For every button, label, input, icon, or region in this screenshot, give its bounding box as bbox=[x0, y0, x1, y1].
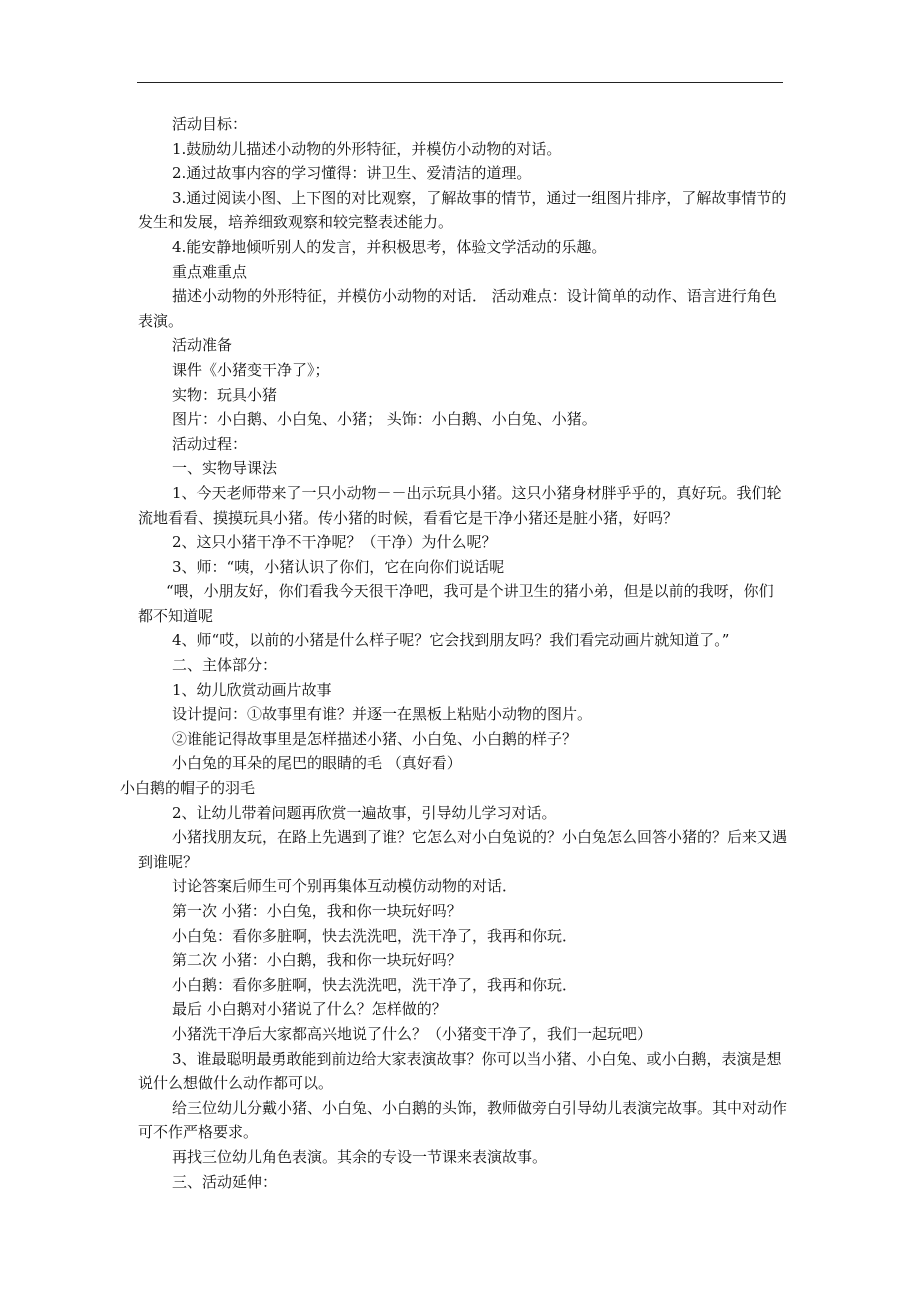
dialogue-line: 第二次 小猪：小白鹅，我和你一块玩好吗？ bbox=[172, 951, 462, 970]
paragraph: 小白兔的耳朵的尾巴的眼睛的毛 （真好看） bbox=[172, 754, 462, 773]
goal-item: 3.通过阅读小图、上下图的对比观察，了解故事的情节，通过一组图片排序，了解故事情节的发生和发展，培养细致观察和较完整表述能力。 bbox=[138, 188, 787, 232]
paragraph: 讨论答案后师生可个别再集体互动模仿动物的对话． bbox=[172, 877, 518, 896]
paragraph: 3、师：“咦，小猪认识了你们，它在向你们说话呢 bbox=[172, 557, 505, 576]
paragraph: 最后 小白鹅对小猪说了什么？怎样做的？ bbox=[172, 1000, 447, 1019]
paragraph: ②谁能记得故事里是怎样描述小猪、小白兔、小白鹅的样子？ bbox=[172, 729, 578, 748]
subsection-heading: 二、主体部分： bbox=[172, 656, 278, 675]
header-rule bbox=[137, 82, 783, 83]
paragraph: 小猪洗干净后大家都高兴地说了什么？（小猪变干净了，我们一起玩吧） bbox=[172, 1024, 653, 1043]
dialogue-line: 小白兔：看你多脏啊，快去洗洗吧，洗干净了，我再和你玩． bbox=[172, 926, 578, 945]
paragraph: 1、今天老师带来了一只小动物－－出示玩具小猪。这只小猪身材胖乎乎的，真好玩。我们轮流地看看、摸摸玩具小猪。传小猪的时候，看看它是干净小猪还是脏小猪，好吗？ bbox=[138, 483, 782, 527]
section-heading-key-points: 重点难重点 bbox=[172, 262, 248, 281]
section-heading-preparation: 活动准备 bbox=[172, 336, 233, 355]
paragraph: 再找三位幼儿角色表演。其余的专设一节课来表演故事。 bbox=[172, 1147, 548, 1166]
paragraph: 3、谁最聪明最勇敢能到前边给大家表演故事？你可以当小猪、小白兔、或小白鹅，表演是想说什么想做什么动作都可以。 bbox=[138, 1049, 782, 1093]
paragraph: 描述小动物的外形特征，并模仿小动物的对话． 活动难点：设计简单的动作、语言进行角色表演。 bbox=[138, 287, 777, 330]
paragraph: 课件《小猪变干净了》； bbox=[172, 360, 330, 379]
paragraph: “喂，小朋友好，你们看我今天很干净吧，我可是个讲卫生的猪小弟，但是以前的我呀，你们都不知道呢 bbox=[138, 582, 774, 625]
paragraph: 给三位幼儿分戴小猪、小白兔、小白鹅的头饰，教师做旁白引导幼儿表演完故事。其中对动作可不作严格要求。 bbox=[138, 1098, 788, 1142]
paragraph: 小猪找朋友玩，在路上先遇到了谁？它怎么对小白兔说的？小白兔怎么回答小猪的？后来又遇到谁呢？ bbox=[138, 828, 788, 871]
paragraph: 实物：玩具小猪 bbox=[172, 385, 278, 404]
section-heading-process: 活动过程： bbox=[172, 434, 248, 453]
subsection-heading: 一、实物导课法 bbox=[172, 459, 278, 478]
paragraph: 4、师“哎，以前的小猪是什么样子呢？它会找到朋友吗？我们看完动画片就知道了。” bbox=[172, 631, 730, 650]
goal-item: 1.鼓励幼儿描述小动物的外形特征，并模仿小动物的对话。 bbox=[172, 139, 562, 158]
paragraph: 2、这只小猪干净不干净呢？（干净）为什么呢？ bbox=[172, 533, 497, 552]
paragraph: 2、让幼儿带着问题再欣赏一遍故事，引导幼儿学习对话。 bbox=[172, 803, 557, 822]
goal-item: 2.通过故事内容的学习懂得：讲卫生、爱清洁的道理。 bbox=[172, 164, 532, 183]
paragraph: 小白鹅的帽子的羽毛 bbox=[120, 779, 256, 798]
dialogue-line: 小白鹅：看你多脏啊，快去洗洗吧，洗干净了，我再和你玩． bbox=[172, 975, 578, 994]
section-heading-goals: 活动目标： bbox=[172, 115, 248, 133]
paragraph: 设计提问：①故事里有谁？并逐一在黑板上粘贴小动物的图片。 bbox=[172, 705, 593, 724]
dialogue-line: 第一次 小猪：小白兔，我和你一块玩好吗？ bbox=[172, 902, 462, 920]
document-body bbox=[120, 112, 788, 1194]
paragraph: 1、幼儿欣赏动画片故事 bbox=[172, 680, 332, 699]
subsection-heading: 三、活动延伸： bbox=[172, 1172, 278, 1191]
paragraph: 图片：小白鹅、小白兔、小猪； 头饰：小白鹅、小白兔、小猪。 bbox=[172, 410, 597, 429]
goal-item: 4.能安静地倾听别人的发言，并积极思考，体验文学活动的乐趣。 bbox=[172, 237, 607, 256]
